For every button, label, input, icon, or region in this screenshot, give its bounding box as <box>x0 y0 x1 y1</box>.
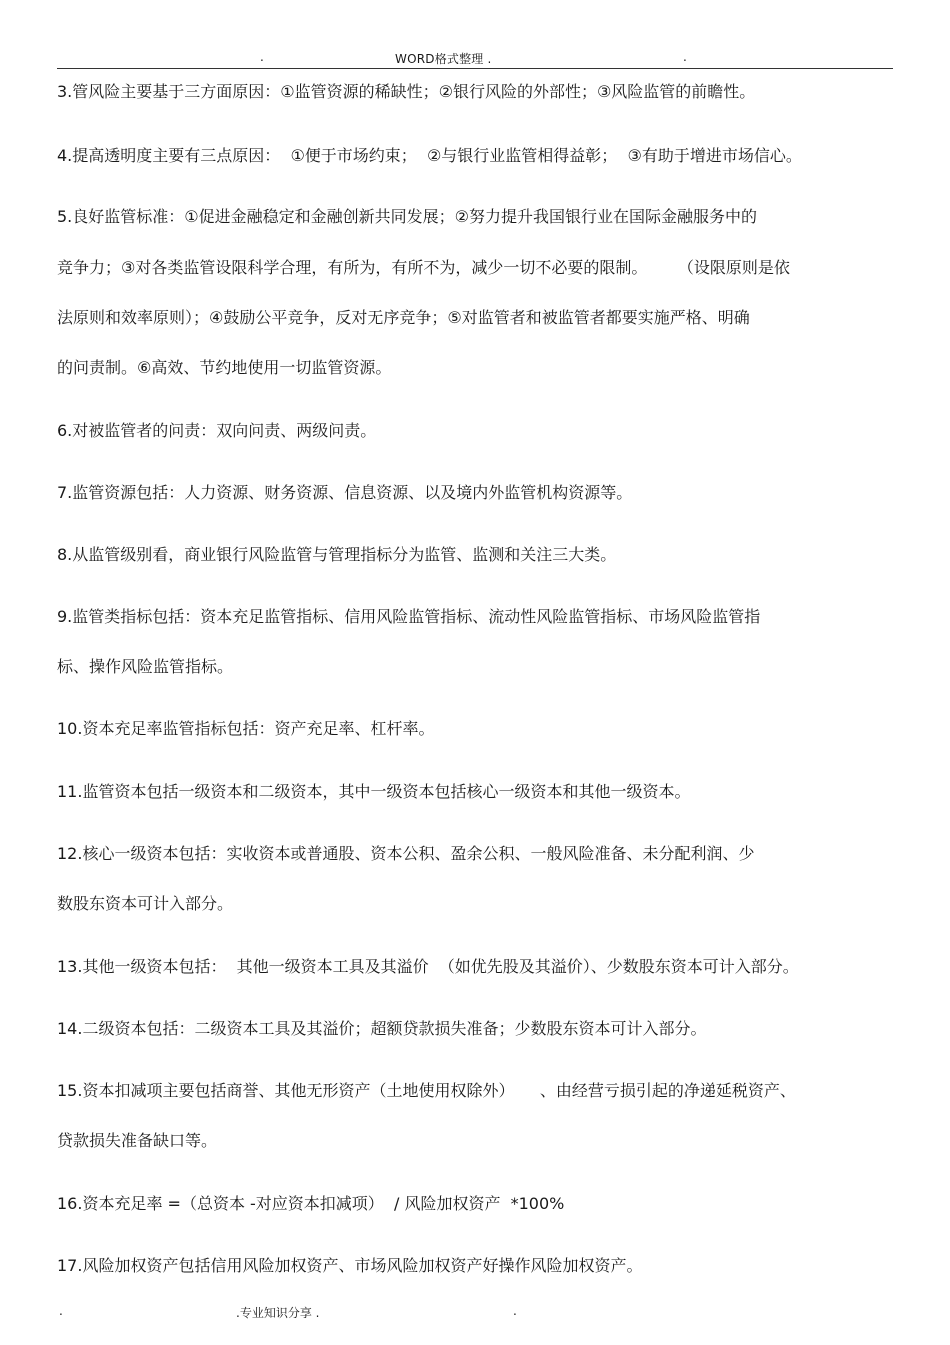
header-dot-right: . <box>683 50 687 64</box>
footer-dot-left: . <box>59 1304 63 1318</box>
text-line: 17.风险加权资产包括信用风险加权资产、市场风险加权资产好操作风险加权资产。 <box>57 1256 643 1275</box>
footer-text: .专业知识分享 . <box>236 1306 320 1320</box>
text-line: 贷款损失准备缺口等。 <box>57 1131 218 1150</box>
header-title: WORD格式整理 . <box>395 52 492 66</box>
header-dot-left: . <box>260 50 264 64</box>
text-line: 竞争力；③对各类监管设限科学合理，有所为，有所不为，减少一切不必要的限制。 （设限原则是依 <box>57 258 790 277</box>
footer-dot-right: . <box>513 1304 517 1318</box>
text-line: 13.其他一级资本包括： 其他一级资本工具及其溢价 （如优先股及其溢价）、少数股东资本可计入部分。 <box>57 957 799 976</box>
text-line: 14.二级资本包括：二级资本工具及其溢价；超额贷款损失准备；少数股东资本可计入部分。 <box>57 1019 707 1038</box>
text-line: 7.监管资源包括：人力资源、财务资源、信息资源、以及境内外监管机构资源等。 <box>57 483 633 502</box>
page-header <box>57 46 893 69</box>
text-line: 5.良好监管标准：①促进金融稳定和金融创新共同发展；②努力提升我国银行业在国际金融服务中的 <box>57 207 757 226</box>
text-line: 16.资本充足率 =（总资本 -对应资本扣减项） / 风险加权资产 *100% <box>57 1194 565 1213</box>
text-line: 3.管风险主要基于三方面原因：①监管资源的稀缺性；②银行风险的外部性；③风险监管的前瞻性。 <box>57 82 756 101</box>
text-line: 4.提高透明度主要有三点原因： ①便于市场约束； ②与银行业监管相得益彰； ③有助于增进市场信心。 <box>57 146 802 165</box>
text-line: 6.对被监管者的问责：双向问责、两级问责。 <box>57 421 377 440</box>
text-line: 法原则和效率原则）；④鼓励公平竞争，反对无序竞争；⑤对监管者和被监管者都要实施严格、明确 <box>57 308 750 327</box>
text-line: 9.监管类指标包括：资本充足监管指标、信用风险监管指标、流动性风险监管指标、市场风险监管指 <box>57 607 761 626</box>
text-line: 12.核心一级资本包括：实收资本或普通股、资本公积、盈余公积、一般风险准备、未分配利润、少 <box>57 844 755 863</box>
text-line: 的问责制。⑥高效、节约地使用一切监管资源。 <box>57 358 392 377</box>
text-line: 数股东资本可计入部分。 <box>57 894 234 913</box>
text-line: 10.资本充足率监管指标包括：资产充足率、杠杆率。 <box>57 719 435 738</box>
text-line: 标、操作风险监管指标。 <box>57 657 234 676</box>
text-line: 8.从监管级别看，商业银行风险监管与管理指标分为监管、监测和关注三大类。 <box>57 545 617 564</box>
text-line: 11.监管资本包括一级资本和二级资本，其中一级资本包括核心一级资本和其他一级资本。 <box>57 782 691 801</box>
text-line: 15.资本扣减项主要包括商誉、其他无形资产（土地使用权除外） 、由经营亏损引起的净递延税资产、 <box>57 1081 796 1100</box>
